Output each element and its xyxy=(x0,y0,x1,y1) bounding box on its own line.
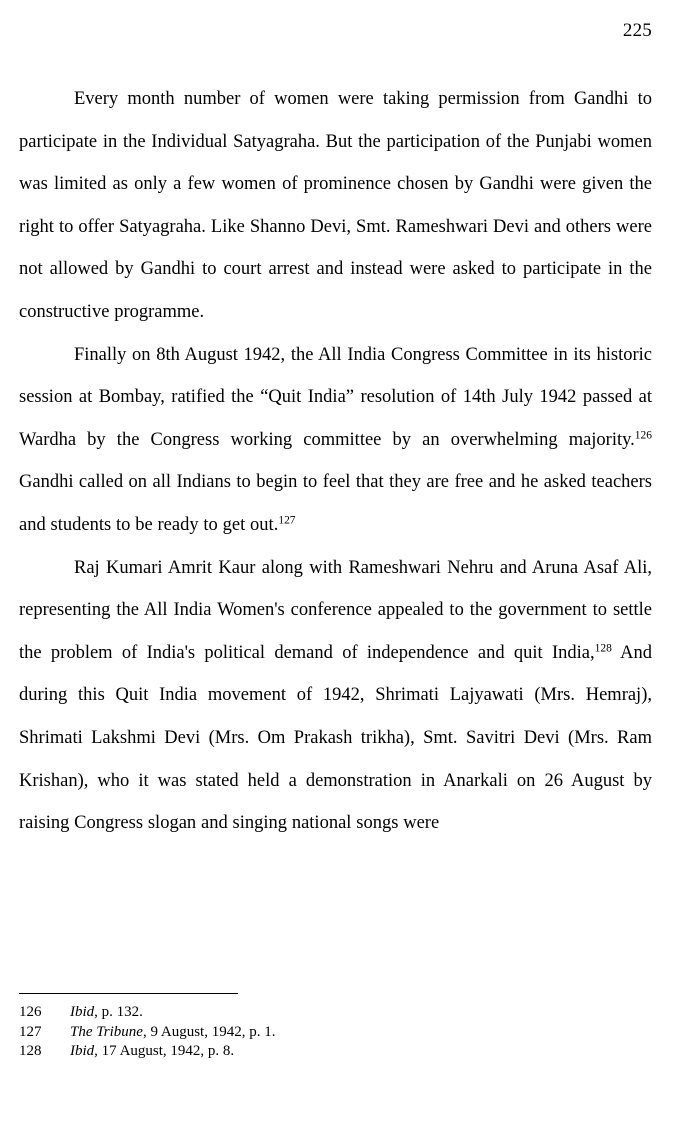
footnote-source-title: Ibid xyxy=(70,1004,95,1020)
paragraph-1: Every month number of women were taking permission from Gandhi to participate in the Individual Satyagraha. But the participation of the Punjabi women was limited as only a few women of prominence chosen by Gandhi were given the right to offer Satyagraha. Like Shanno Devi, Smt. Rameshwari Devi and others were not allowed by Gandhi to court arrest and instead were asked to participate in the constructive programme. xyxy=(19,89,652,322)
paragraph-2: Finally on 8th August 1942, the All India Congress Committee in its historic session at Bombay, ratified the “Quit India” resolution of 14th July 1942 passed at Wardha by the Congress working committee by an overwhelming majority.$^{126}$ Gandhi called on all Indians to begin to feel that they are free and he asked teachers and students to be ready to get out.$^{127}$ xyxy=(19,344,652,535)
paragraph-3: Raj Kumari Amrit Kaur along with Rameshwari Nehru and Aruna Asaf Ali, representing the All India Women's conference appealed to the government to settle the problem of India's political demand of independence and quit India,$^{128}$ And during this Quit India movement of 1942, Shrimati Lajyawati (Mrs. Hemraj), Shrimati Lakshmi Devi (Mrs. Om Prakash trikha), Smt. Savitri Devi (Mrs. Ram Krishan), who it was stated held a demonstration in Anarkali on 26 August by raising Congress slogan and singing national songs were xyxy=(19,557,652,834)
page-number: 225 xyxy=(622,20,652,41)
footnote-marker-126: 126 xyxy=(634,429,652,442)
footnote-item xyxy=(19,1003,652,1023)
footnote-marker-128: 128 xyxy=(594,642,612,655)
footnote-text: The Tribune, 9 August, 1942, p. 1. xyxy=(70,1023,276,1040)
footnote-source-title: The Tribune xyxy=(70,1023,143,1040)
footnote-item xyxy=(19,1042,652,1062)
footnote-separator-rule xyxy=(19,993,238,994)
footnote-text: Ibid, p. 132. xyxy=(70,1004,143,1020)
footnote-number: 126 xyxy=(19,1004,42,1020)
footnote-item xyxy=(19,1023,652,1043)
footnote-list xyxy=(19,1003,652,1062)
body-text xyxy=(19,78,652,845)
footnote-source-title: Ibid xyxy=(70,1043,95,1059)
footnote-number: 127 xyxy=(19,1023,42,1040)
footnote-section xyxy=(19,993,652,1062)
footnote-marker-127: 127 xyxy=(278,514,296,527)
footnote-number: 128 xyxy=(19,1043,42,1059)
footnote-text: Ibid, 17 August, 1942, p. 8. xyxy=(70,1043,235,1059)
